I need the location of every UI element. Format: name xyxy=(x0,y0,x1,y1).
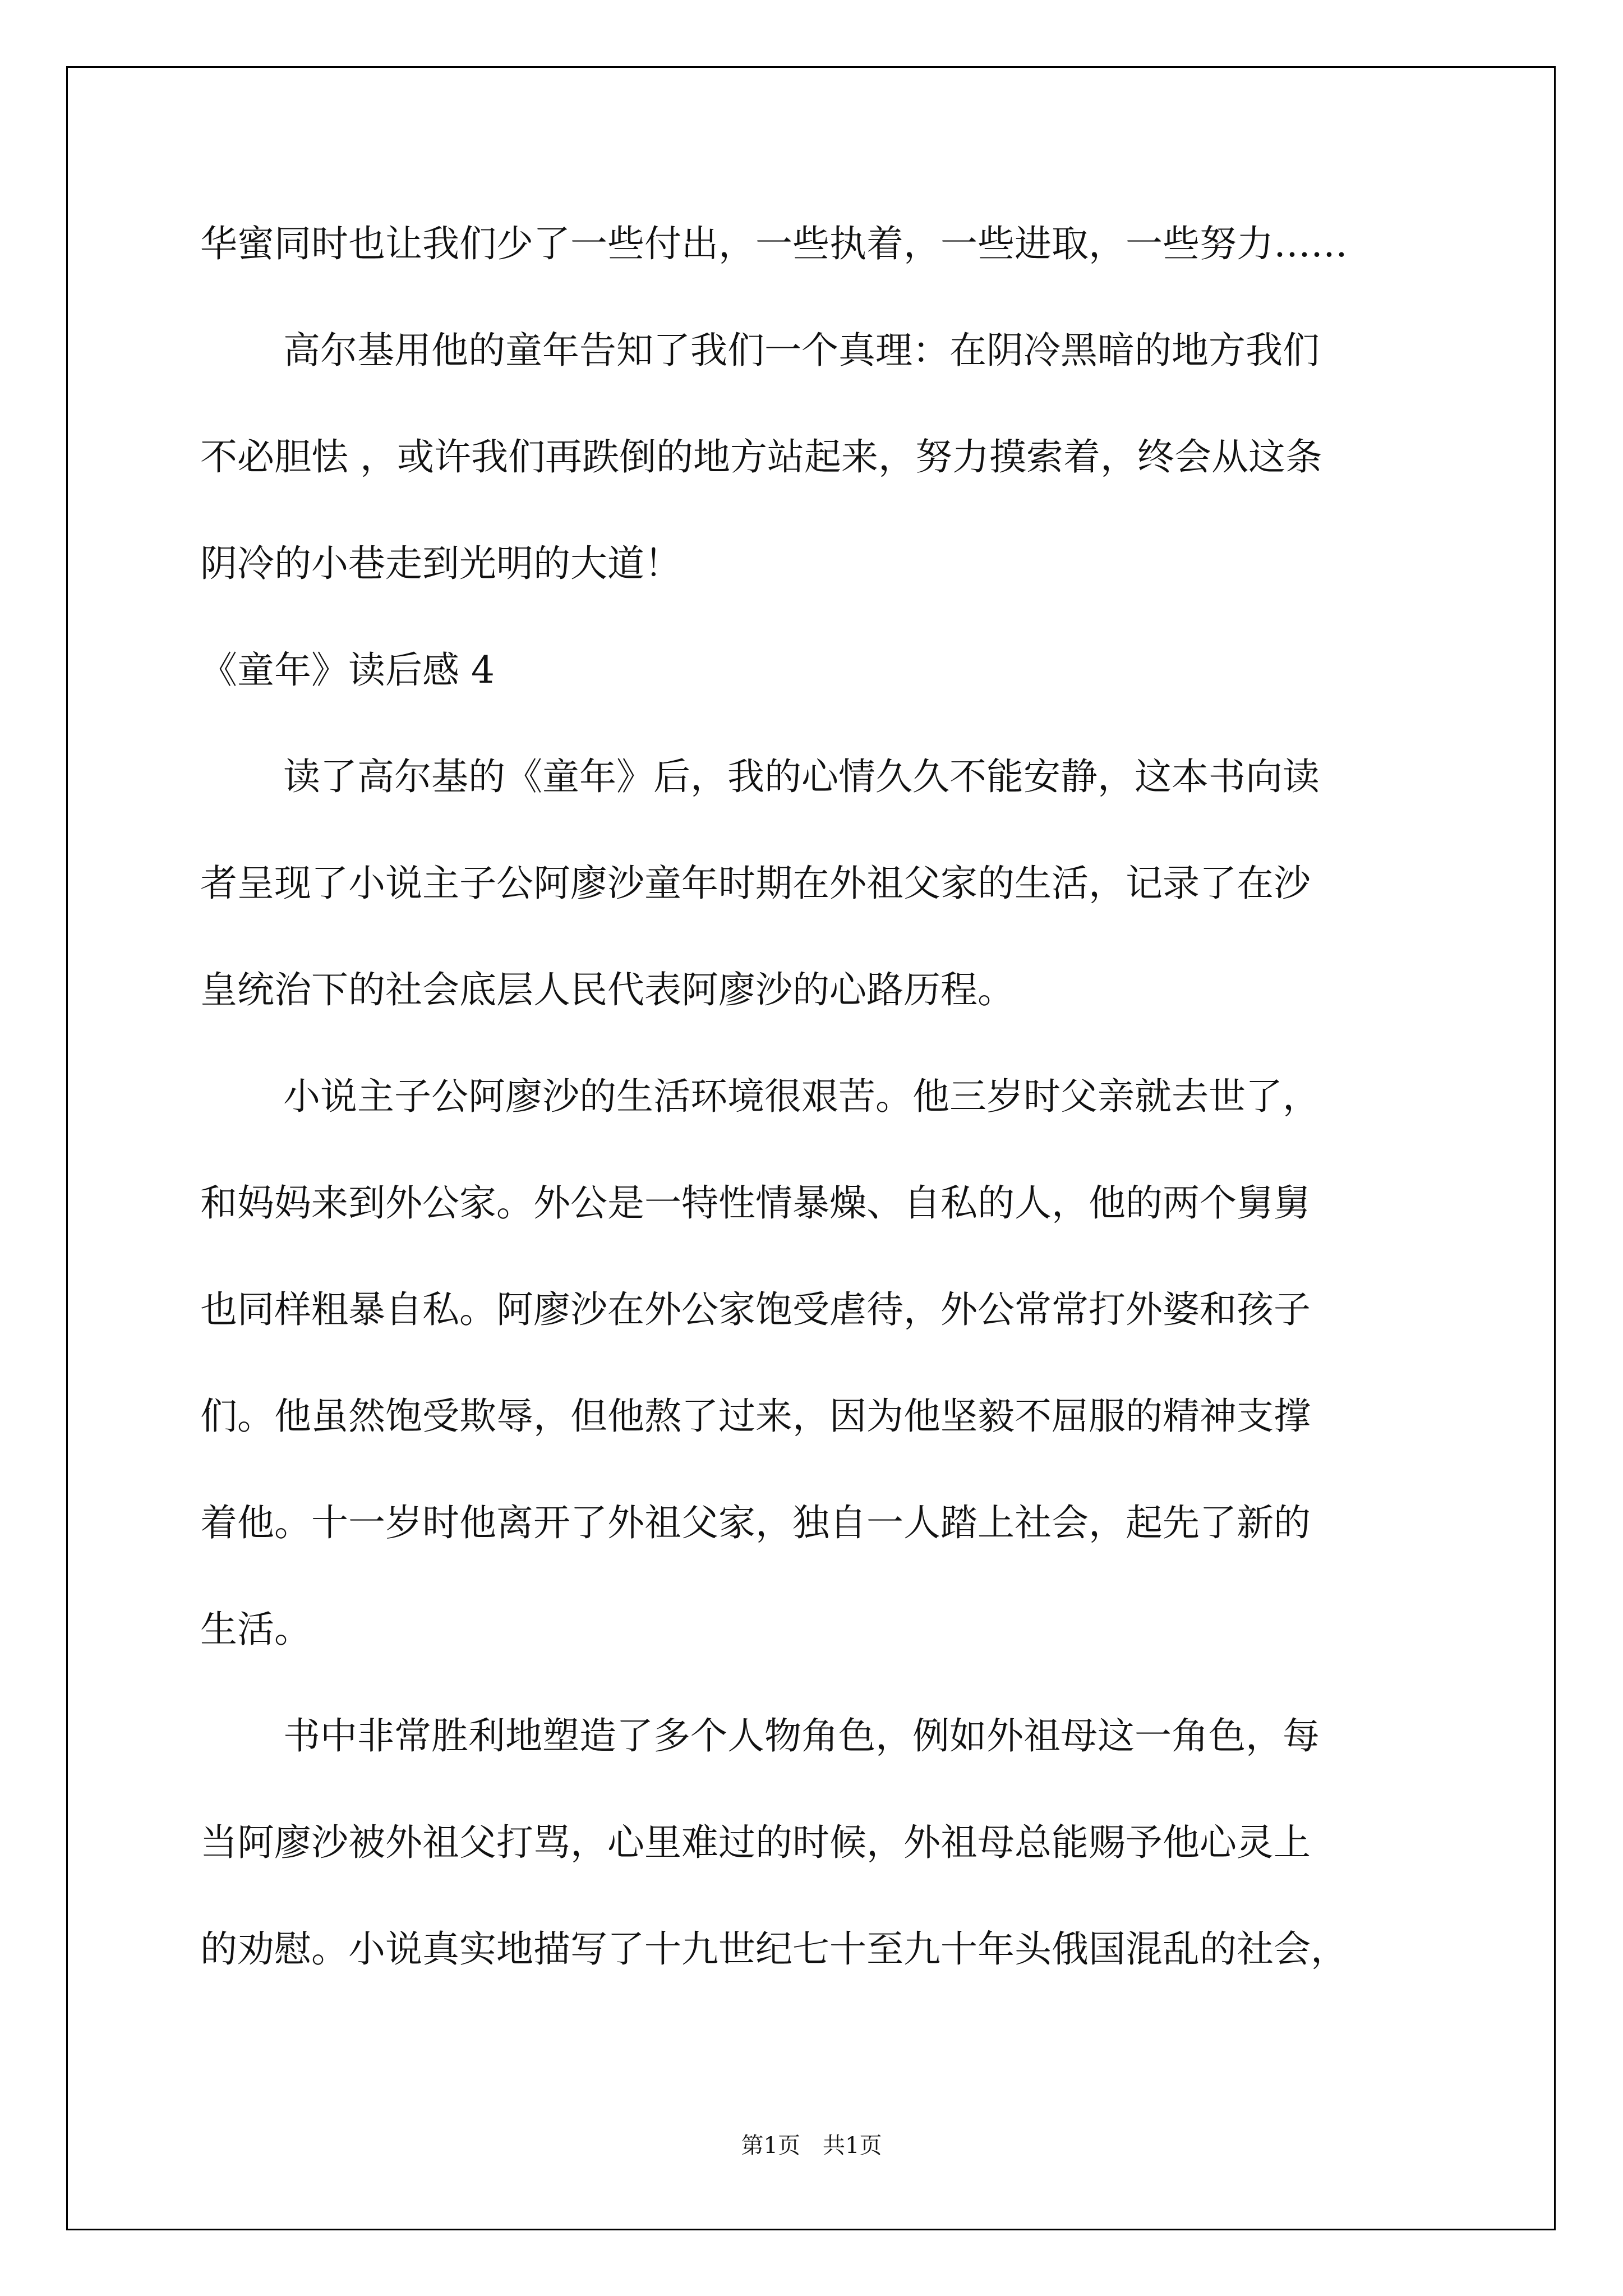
text-line-8: 皇统治下的社会底层人民代表阿廖沙的心路历程。 xyxy=(200,968,1015,1011)
text-line-12: 们。他虽然饱受欺辱，但他熬了过来，因为他坚毅不屈服的精神支撑 xyxy=(200,1395,1311,1438)
text-line-7: 者呈现了小说主子公阿廖沙童年时期在外祖父家的生活，记录了在沙 xyxy=(200,862,1311,905)
text-line-16: 当阿廖沙被外祖父打骂，心里难过的时候，外祖母总能赐予他心灵上 xyxy=(200,1821,1311,1864)
text-line-6: 读了高尔基的《童年》后，我的心情久久不能安静，这本书向读 xyxy=(283,755,1320,798)
text-line-3: 不必胆怯 ，或许我们再跌倒的地方站起来，努力摸索着，终会从这条 xyxy=(200,435,1322,478)
text-line-10: 和妈妈来到外公家。外公是一特性情暴燥、自私的人，他的两个舅舅 xyxy=(200,1181,1311,1225)
page-footer: 第1页 共1页 xyxy=(741,2133,882,2159)
text-line-13: 着他。十一岁时他离开了外祖父家，独自一人踏上社会，起先了新的 xyxy=(200,1501,1311,1544)
text-line-17: 的劝慰。小说真实地描写了十九世纪七十至九十年头俄国混乱的社会， xyxy=(200,1927,1348,1971)
text-line-14: 生活。 xyxy=(200,1608,311,1651)
text-line-1: 华蜜同时也让我们少了一些付出，一些执着，一些进取，一些努力…… xyxy=(200,222,1348,265)
page-border xyxy=(66,66,1556,2230)
text-line-2: 高尔基用他的童年告知了我们一个真理：在阴冷黑暗的地方我们 xyxy=(283,329,1320,372)
text-line-11: 也同样粗暴自私。阿廖沙在外公家饱受虐待，外公常常打外婆和孩子 xyxy=(200,1288,1311,1331)
text-line-4: 阴冷的小巷走到光明的大道！ xyxy=(200,542,681,585)
section-heading: 《童年》读后感 4 xyxy=(200,648,495,692)
text-line-9: 小说主子公阿廖沙的生活环境很艰苦。他三岁时父亲就去世了， xyxy=(283,1075,1320,1118)
text-line-15: 书中非常胜利地塑造了多个人物角色，例如外祖母这一角色，每 xyxy=(283,1714,1320,1757)
